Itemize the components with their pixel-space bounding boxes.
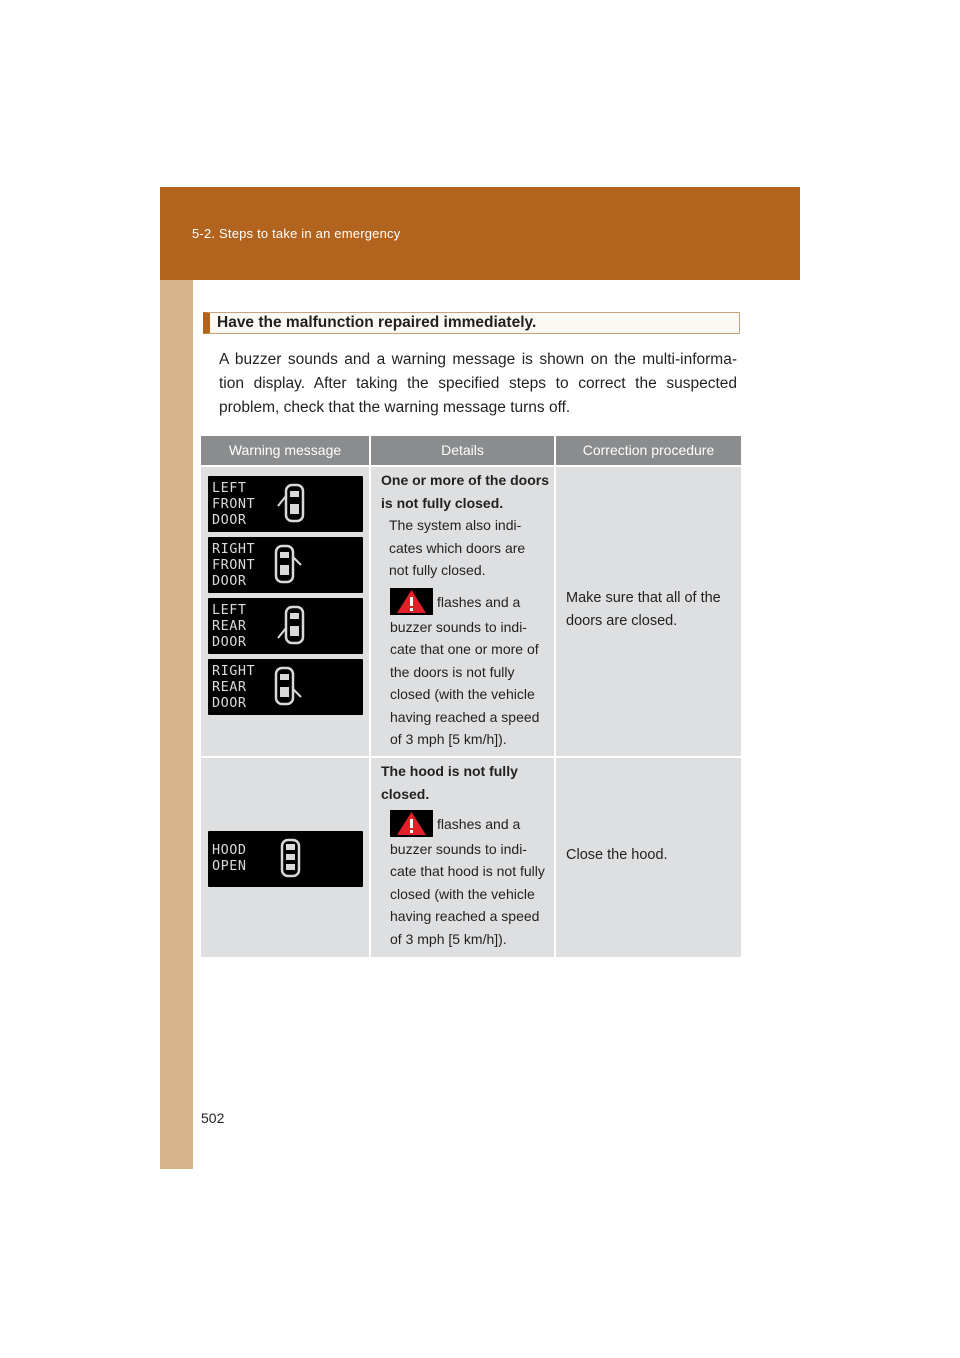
- section-title: 5-2. Steps to take in an emergency: [192, 226, 401, 241]
- lcd-text: RIGHT FRONT DOOR: [212, 541, 256, 589]
- warning-table: [201, 436, 741, 957]
- master-warning-light: [390, 588, 433, 615]
- page-number: 502: [201, 1110, 225, 1126]
- warn-line: cate that hood is not fully: [390, 863, 545, 879]
- lcd-hood-open: [208, 831, 363, 887]
- side-strip: [160, 280, 193, 1169]
- subheading-box: [203, 312, 740, 334]
- warn-line: closed (with the vehicle: [390, 686, 535, 702]
- details-line: The system also indi-: [389, 517, 522, 533]
- car-door-right-front-icon: [268, 543, 318, 589]
- details-line: cates which doors are: [389, 540, 526, 556]
- lcd-right-front-door: [208, 537, 363, 593]
- warn-line: cate that one or more of: [390, 641, 539, 657]
- header-correction: Correction procedure: [582, 442, 715, 458]
- details-cell: [371, 467, 554, 756]
- car-door-right-rear-icon: [268, 665, 318, 711]
- details-title-line2: closed.: [381, 786, 430, 802]
- warning-message-cell: [201, 467, 369, 756]
- header-band: [160, 187, 800, 280]
- table-row-doors: [201, 467, 741, 756]
- details-title-line2: is not fully closed.: [381, 495, 504, 511]
- subheading: Have the malfunction repaired immediately.: [217, 314, 537, 331]
- details-title-line1: The hood is not fully: [381, 763, 518, 779]
- lcd-text: HOOD OPEN: [212, 842, 247, 874]
- correction-cell: [556, 758, 741, 957]
- warning-triangle-icon: [390, 810, 433, 837]
- lcd-left-front-door: [208, 476, 363, 532]
- table-row-hood: [201, 758, 741, 957]
- table-header: [201, 436, 741, 465]
- warn-line: of 3 mph [5 km/h]).: [390, 731, 507, 747]
- lcd-right-rear-door: [208, 659, 363, 715]
- warn-line: closed (with the vehicle: [390, 886, 535, 902]
- header-warning-message: Warning message: [228, 442, 342, 458]
- warn-line: buzzer sounds to indi-: [390, 619, 527, 635]
- lcd-text: LEFT FRONT DOOR: [212, 480, 256, 528]
- car-hood-icon: [274, 837, 324, 883]
- correction-line1: Make sure that all of the: [566, 590, 721, 606]
- car-door-left-front-icon: [266, 482, 316, 528]
- details-line: not fully closed.: [389, 562, 486, 578]
- correction-cell: [556, 467, 741, 756]
- warn-suffix: flashes and a: [437, 816, 521, 832]
- lcd-text: LEFT REAR DOOR: [212, 602, 247, 650]
- warn-line: having reached a speed: [390, 908, 540, 924]
- correction-line2: doors are closed.: [566, 613, 678, 629]
- warn-line: buzzer sounds to indi-: [390, 841, 527, 857]
- details-cell: [371, 758, 554, 957]
- warn-line: of 3 mph [5 km/h]).: [390, 931, 507, 947]
- lcd-left-rear-door: [208, 598, 363, 654]
- correction-line1: Close the hood.: [566, 847, 668, 863]
- master-warning-light: [390, 810, 433, 837]
- car-door-left-rear-icon: [266, 604, 316, 650]
- intro-paragraph: A buzzer sounds and a warning message is shown on the multi-informa-tion display. After taking the specified steps to correct the suspected problem, check that the warning message turns off.: [219, 351, 737, 416]
- warning-message-cell: [201, 758, 369, 957]
- details-title-line1: One or more of the doors: [381, 472, 550, 488]
- warn-line: having reached a speed: [390, 709, 540, 725]
- warning-triangle-icon: [390, 588, 433, 615]
- lcd-text: RIGHT REAR DOOR: [212, 663, 256, 711]
- header-details: Details: [441, 442, 484, 458]
- warn-suffix: flashes and a: [437, 594, 521, 610]
- warn-line: the doors is not fully: [390, 664, 515, 680]
